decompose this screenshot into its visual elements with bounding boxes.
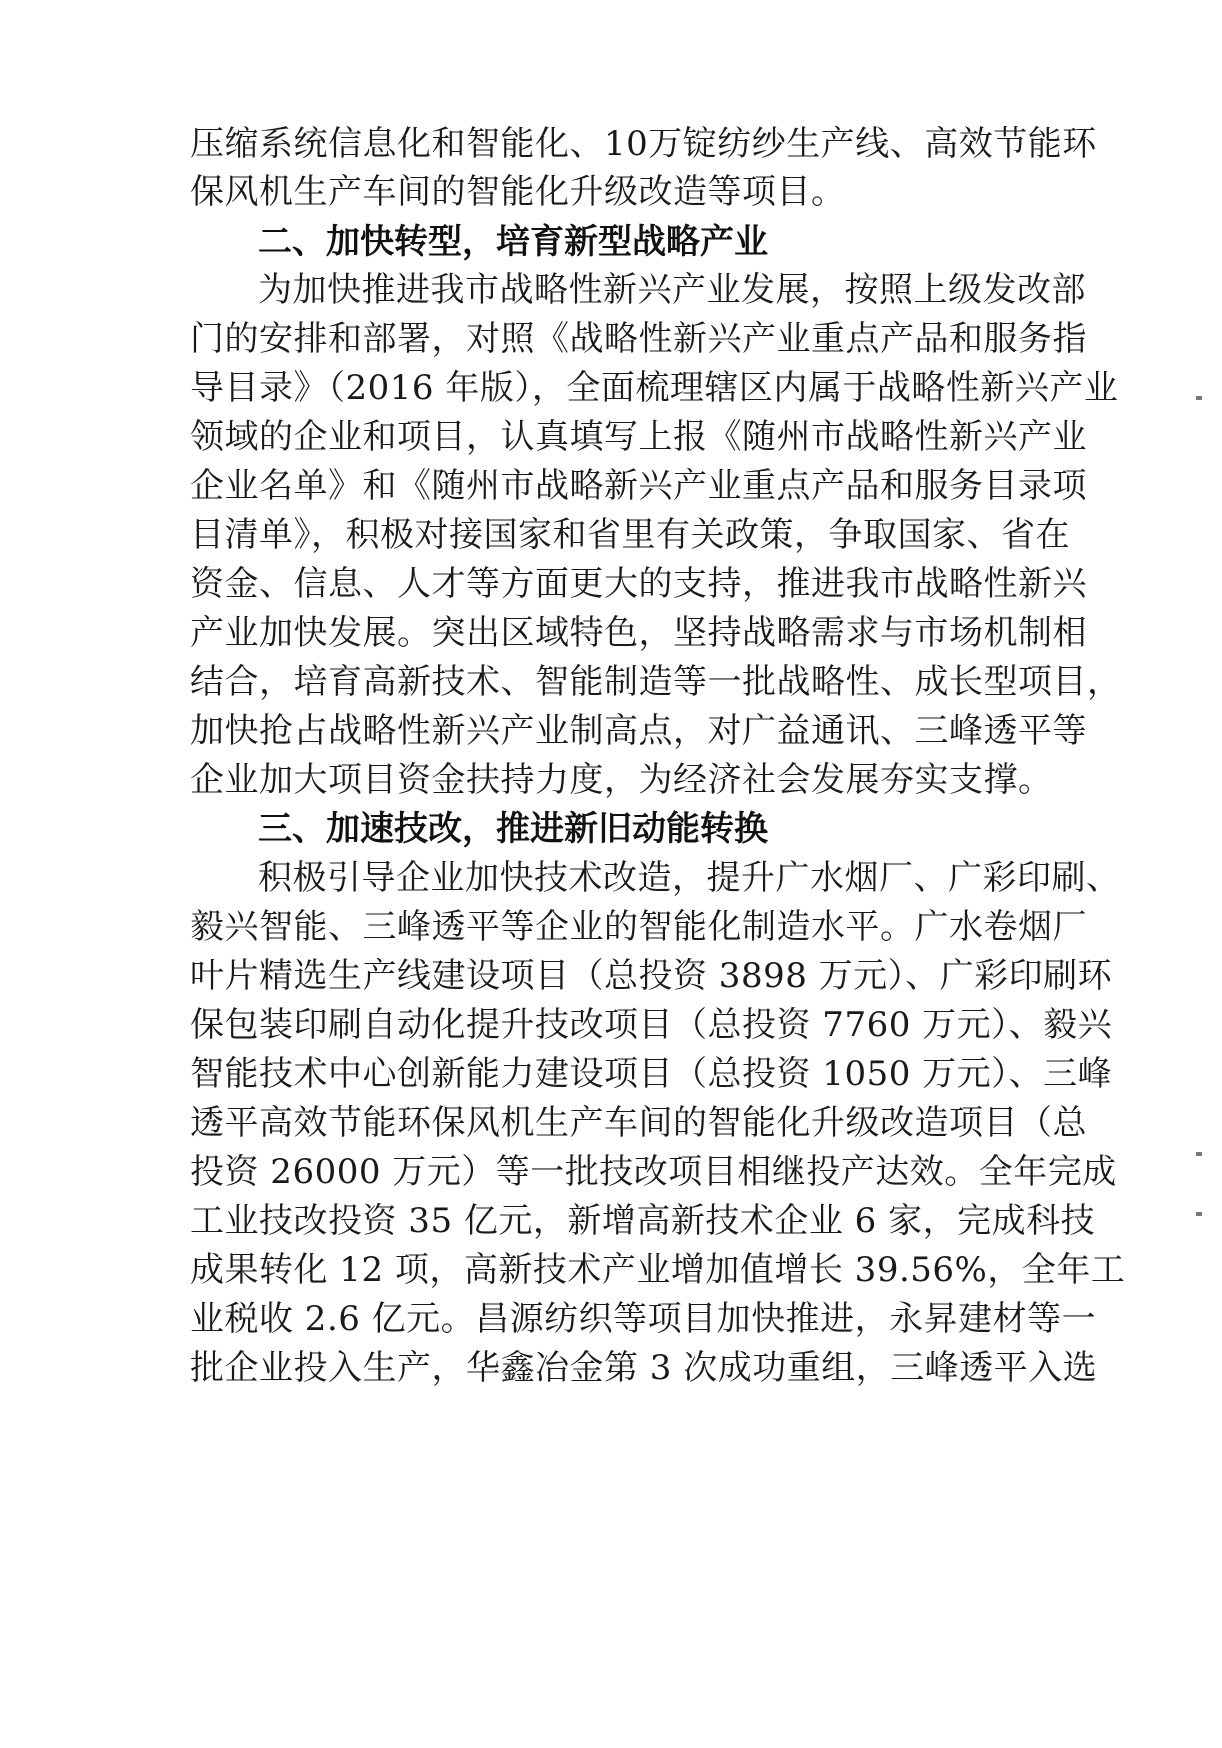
scan-speck [1196,396,1202,400]
scan-speck [1196,1152,1202,1156]
text-line: 目清单》，积极对接国家和省里有关政策，争取国家、省在 [190,515,1070,555]
scan-speck [1196,1212,1202,1216]
text-line: 智能技术中心创新能力建设项目（总投资 1050 万元）、三峰 [190,1054,1113,1094]
text-line: 导目录》（2016 年版），全面梳理辖区内属于战略性新兴产业 [190,368,1119,408]
text-line: 压缩系统信息化和智能化、10万锭纺纱生产线、高效节能环 [190,124,1097,164]
text-line: 为加快推进我市战略性新兴产业发展，按照上级发改部 [258,270,1086,310]
text-line: 批企业投入生产，华鑫冶金第 3 次成功重组，三峰透平入选 [190,1348,1098,1388]
text-line: 加快抢占战略性新兴产业制高点，对广益通讯、三峰透平等 [190,711,1087,751]
text-line: 毅兴智能、三峰透平等企业的智能化制造水平。广水卷烟厂 [190,907,1087,947]
text-line: 结合，培育高新技术、智能制造等一批战略性、成长型项目， [190,662,1122,702]
text-line: 门的安排和部署，对照《战略性新兴产业重点产品和服务指 [190,319,1087,359]
text-line: 保包装印刷自动化提升技改项目（总投资 7760 万元）、毅兴 [190,1005,1113,1045]
text-line: 保风机生产车间的智能化升级改造等项目。 [190,172,846,212]
text-line: 投资 26000 万元）等一批技改项目相继投产达效。全年完成 [190,1152,1117,1192]
text-line: 透平高效节能环保风机生产车间的智能化升级改造项目（总 [190,1103,1087,1143]
section-heading-2: 二、加快转型，培育新型战略产业 [258,222,768,262]
text-line: 工业技改投资 35 亿元，新增高新技术企业 6 家，完成科技 [190,1201,1096,1241]
section-heading-3: 三、加速技改，推进新旧动能转换 [258,809,768,849]
text-line: 资金、信息、人才等方面更大的支持，推进我市战略性新兴 [190,564,1087,604]
text-line: 领域的企业和项目，认真填写上报《随州市战略性新兴产业 [190,417,1087,457]
text-line: 成果转化 12 项，高新技术产业增加值增长 39.56%，全年工 [190,1250,1126,1290]
text-line: 产业加快发展。突出区域特色，坚持战略需求与市场机制相 [190,613,1087,653]
text-line: 企业名单》和《随州市战略新兴产业重点产品和服务目录项 [190,466,1087,506]
text-line: 积极引导企业加快技术改造，提升广水烟厂、广彩印刷、 [258,858,1121,898]
text-line: 叶片精选生产线建设项目（总投资 3898 万元）、广彩印刷环 [190,956,1113,996]
text-line: 企业加大项目资金扶持力度，为经济社会发展夯实支撑。 [190,760,1053,800]
text-line: 业税收 2.6 亿元。昌源纺织等项目加快推进，永昇建材等一 [190,1299,1097,1339]
